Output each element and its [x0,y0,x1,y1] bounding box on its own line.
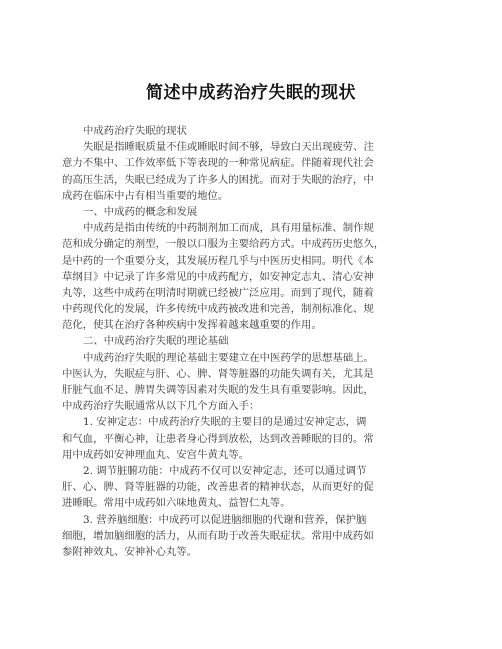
text-line: 1. 安神定志：中成药治疗失眠的主要目的是通过安神定志，调 [83,416,367,429]
text-line: 意力不集中、工作效率低下等表现的一种常见病症。伴随着现代社会 [62,157,374,170]
text-line: 中成药治疗失眠的现状 [83,125,187,137]
text-line: 肝、心、脾、肾等脏器的功能，改善患者的精神状态，从而更好的促 [62,481,374,494]
text-line: 草纲目》中记录了许多常见的中成药配方，如安神定志丸、清心安神 [62,270,374,283]
text-line: 二、中成药治疗失眠的理论基础 [83,335,229,348]
text-line: 用中成药如安神理血丸、安宫牛黄丸等。 [62,448,250,461]
text-line: 是中药的一个重要分支，其发展历程几乎与中医历史相同。明代《本 [62,254,374,267]
text-line: 范和成分确定的剂型，一般以口服为主要给药方式。中成药历史悠久， [62,238,385,251]
text-line: 细胞，增加脑细胞的活力，从而有助于改善失眠症状。常用中成药如 [62,529,374,542]
text-line: 2. 调节脏腑功能：中成药不仅可以安神定志，还可以通过调节 [83,464,367,477]
text-line: 中药现代化的发展，许多传统中成药被改进和完善，制剂标准化、规 [62,303,374,316]
text-line: 中医认为，失眠症与肝、心、脾、肾等脏器的功能失调有关，尤其是 [62,367,374,380]
text-line: 参附神效丸、安神补心丸等。 [62,545,198,558]
text-line: 丸等，这些中成药在明清时期就已经被广泛应用。而到了现代，随着 [62,286,374,299]
text-line: 进睡眠。常用中成药如六味地黄丸、益智仁丸等。 [62,497,291,510]
text-line: 肝脏气血不足、脾胃失调等因素对失眠的发生具有重要影响。因此， [62,384,374,396]
text-line: 的高压生活，失眠已经成为了许多人的困扰。而对于失眠的治疗，中 [62,173,374,186]
text-line: 一、中成药的概念和发展 [83,205,198,218]
text-line: 3. 营养脑细胞：中成药可以促进脑细胞的代谢和营养，保护脑 [83,513,367,526]
text-line: 中成药治疗失眠的理论基础主要建立在中医药学的思想基础上。 [83,351,374,364]
document-body [62,123,452,560]
document-title: 简述中成药治疗失眠的现状 [146,83,356,103]
text-line: 失眠是指睡眠质量不佳或睡眠时间不够，导致白天出现疲劳、注 [83,141,374,154]
text-line: 中成药治疗失眠通常从以下几个方面入手： [62,400,260,413]
text-line: 范化，使其在治疗各种疾病中发挥着越来越重要的作用。 [62,319,322,332]
text-line: 中成药是指由传统的中药制剂加工而成，具有用量标准、制作规 [83,222,374,235]
text-line: 和气血，平衡心神，让患者身心得到放松，达到改善睡眠的目的。常 [62,432,374,445]
text-line: 成药在临床中占有相当重要的地位。 [62,189,229,202]
